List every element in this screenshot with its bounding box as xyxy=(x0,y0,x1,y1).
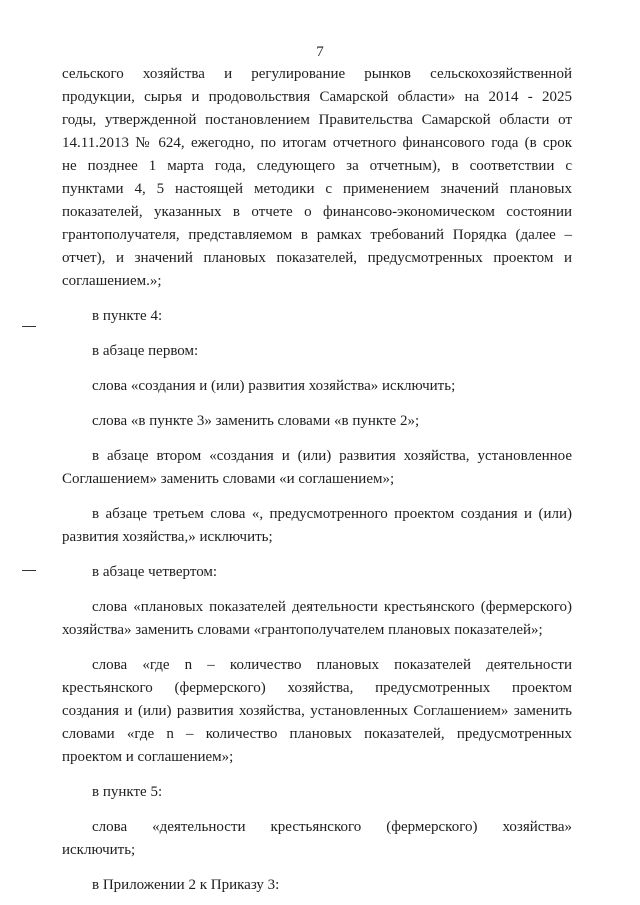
text-line: соглашением.»; xyxy=(62,273,162,289)
text-line: слова «деятельности крестьянского (фермерского) хозяйства» xyxy=(92,819,572,835)
text-line: сельского хозяйства и регулирование рынков сельскохозяйственной xyxy=(62,66,572,82)
text-line: в абзаце первом: xyxy=(92,343,199,359)
text-line: словами «где n – количество плановых показателей, предусмотренных xyxy=(62,726,572,742)
text-line: создания и (или) развития хозяйства, установленных Соглашением» заменить xyxy=(62,703,572,719)
text-line: в абзаце четвертом: xyxy=(92,564,218,580)
text-line: хозяйства» заменить словами «грантополучателем плановых показателей»; xyxy=(62,622,543,638)
text-line: 14.11.2013 № 624, ежегодно, по итогам отчетного финансового года (в срок xyxy=(62,135,572,151)
text-line: крестьянского (фермерского) хозяйства, предусмотренных проектом xyxy=(62,680,572,696)
text-line: в абзаце втором «создания и (или) развития хозяйства, установленное xyxy=(92,448,572,464)
text-line: годы, утвержденной постановлением Правительства Самарской области от xyxy=(62,112,572,128)
text-line: слова «в пункте 3» заменить словами «в пункте 2»; xyxy=(92,413,420,429)
text-line: в пункте 4: xyxy=(92,308,163,324)
text-line: не позднее 1 марта года, следующего за отчетным), в соответствии с xyxy=(62,158,572,174)
text-line: проектом и соглашением»; xyxy=(62,749,234,765)
text-line: показателей, указанных в отчете о финансово-экономическом состоянии xyxy=(62,204,572,220)
text-line: слова «создания и (или) развития хозяйства» исключить; xyxy=(92,378,456,394)
text-line: слова «плановых показателей деятельности крестьянского (фермерского) xyxy=(92,599,572,615)
text-line: грантополучателя, представляемом в рамках требований Порядка (далее – xyxy=(62,227,572,243)
text-line: Соглашением» заменить словами «и соглашением»; xyxy=(62,471,395,487)
text-line: в пункте 5: xyxy=(92,784,163,800)
text-line: отчет), и значений плановых показателей, предусмотренных проектом и xyxy=(62,250,572,266)
text-line: слова «где n – количество плановых показателей деятельности xyxy=(92,657,572,673)
text-line: в Приложении 2 к Приказу 3: xyxy=(92,877,280,893)
text-line: продукции, сырья и продовольствия Самарской области» на 2014 - 2025 xyxy=(62,89,572,105)
body-text xyxy=(62,63,572,897)
text-line: развития хозяйства,» исключить; xyxy=(62,529,273,545)
text-line: в абзаце третьем слова «, предусмотренного проектом создания и (или) xyxy=(92,506,572,522)
text-line: пунктами 4, 5 настоящей методики с применением значений плановых xyxy=(62,181,572,197)
margin-mark xyxy=(22,326,36,327)
text-line: исключить; xyxy=(62,842,136,858)
margin-mark xyxy=(22,570,36,571)
page-number: 7 xyxy=(316,44,324,60)
